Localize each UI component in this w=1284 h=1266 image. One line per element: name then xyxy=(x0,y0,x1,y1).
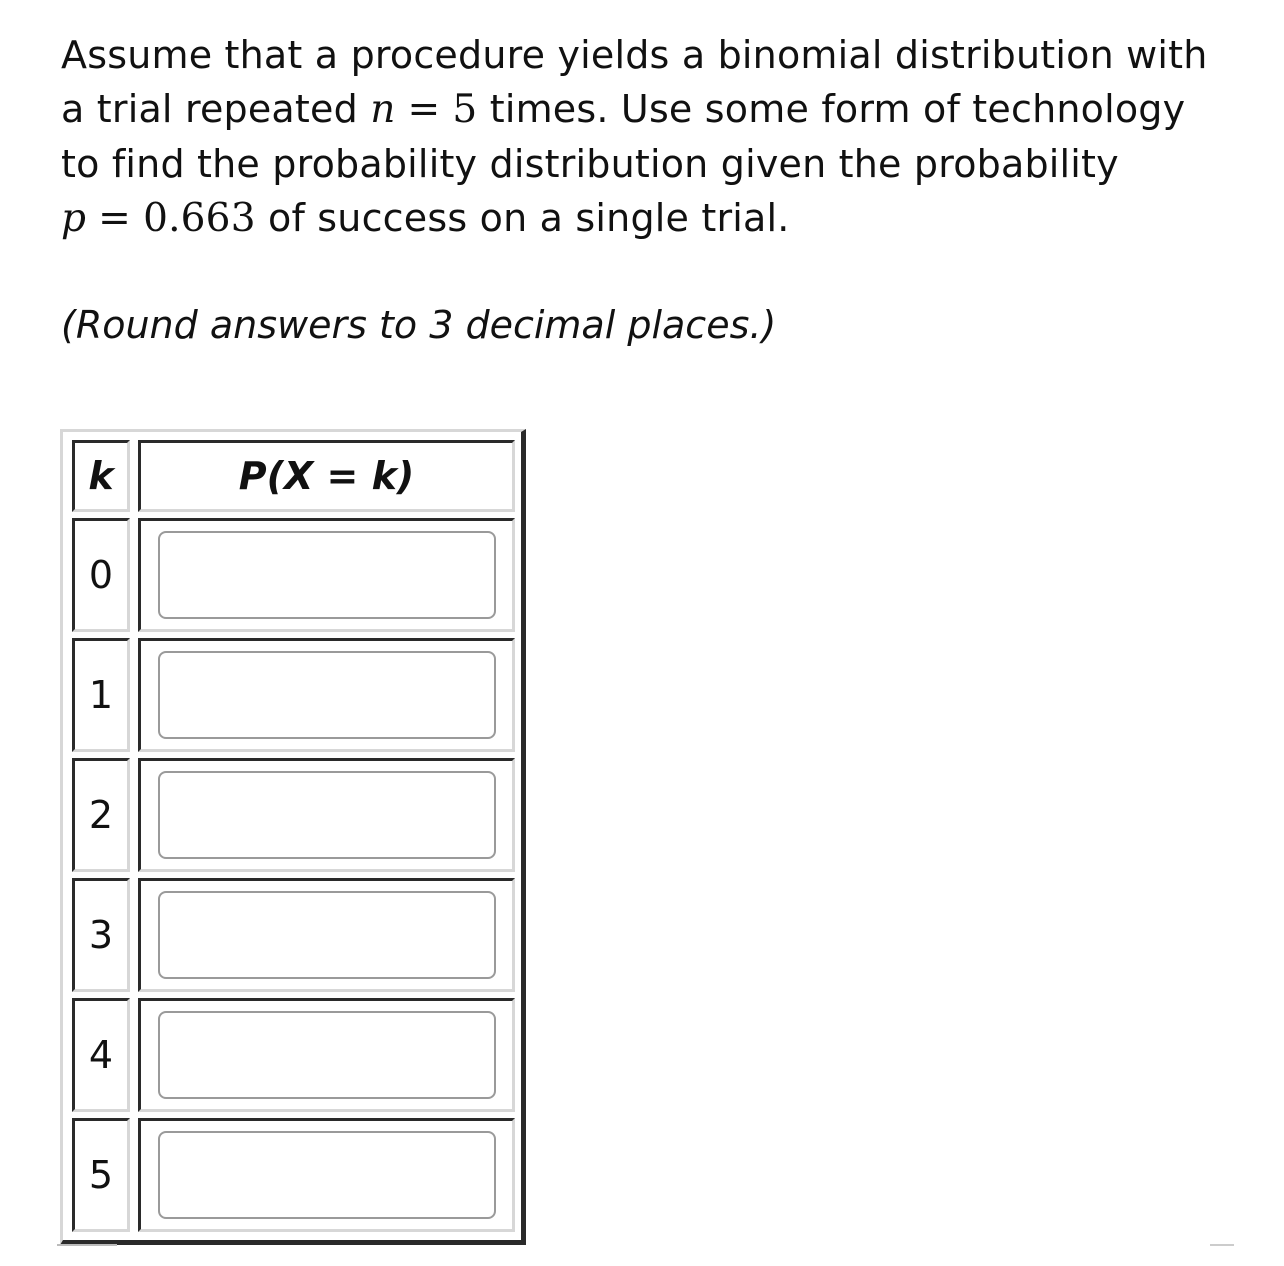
question-text xyxy=(61,28,1231,246)
table-row-input-cell xyxy=(138,638,515,752)
probability-input-k5[interactable] xyxy=(158,1131,496,1219)
divider-line xyxy=(1210,1244,1234,1246)
question-part-2: times. Use some form of technology to find the probability distribution given the probability xyxy=(61,87,1186,186)
table-row-input-cell xyxy=(138,758,515,872)
question-part-1: Assume that a procedure yields a binomial distribution with a trial repeated xyxy=(61,33,1208,131)
rounding-instruction: (Round answers to 3 decimal places.) xyxy=(61,303,777,347)
table-row-k-cell xyxy=(72,998,130,1112)
table-row-k-cell xyxy=(72,518,130,632)
table-row-input-cell xyxy=(138,998,515,1112)
p-value: 0.663 xyxy=(143,196,256,241)
k-value: 4 xyxy=(88,1033,114,1077)
p-variable: p xyxy=(61,196,87,241)
k-value: 2 xyxy=(88,793,114,837)
table-row-k-cell xyxy=(72,758,130,872)
divider-line xyxy=(57,1244,117,1246)
p-equals-sign: = xyxy=(98,196,132,241)
k-value: 3 xyxy=(88,913,114,957)
table-row-k-cell xyxy=(72,638,130,752)
k-value: 1 xyxy=(88,673,114,717)
probability-input-k3[interactable] xyxy=(158,891,496,979)
header-k: k xyxy=(88,454,114,498)
question-part-3: of success on a single trial. xyxy=(255,196,790,240)
n-equals-sign: = xyxy=(407,87,441,132)
probability-input-k4[interactable] xyxy=(158,1011,496,1099)
table-row-input-cell xyxy=(138,518,515,632)
probability-table xyxy=(60,429,526,1245)
table-row-k-cell xyxy=(72,878,130,992)
k-value: 0 xyxy=(88,553,114,597)
header-prob-cell xyxy=(138,440,515,512)
n-variable: n xyxy=(370,87,396,132)
probability-input-k0[interactable] xyxy=(158,531,496,619)
header-probability: P(X = k) xyxy=(238,454,415,498)
table-row-input-cell xyxy=(138,878,515,992)
header-k-cell xyxy=(72,440,130,512)
k-value: 5 xyxy=(88,1153,114,1197)
probability-input-k1[interactable] xyxy=(158,651,496,739)
table-row-input-cell xyxy=(138,1118,515,1232)
table-row-k-cell xyxy=(72,1118,130,1232)
n-value: 5 xyxy=(452,87,478,132)
probability-input-k2[interactable] xyxy=(158,771,496,859)
